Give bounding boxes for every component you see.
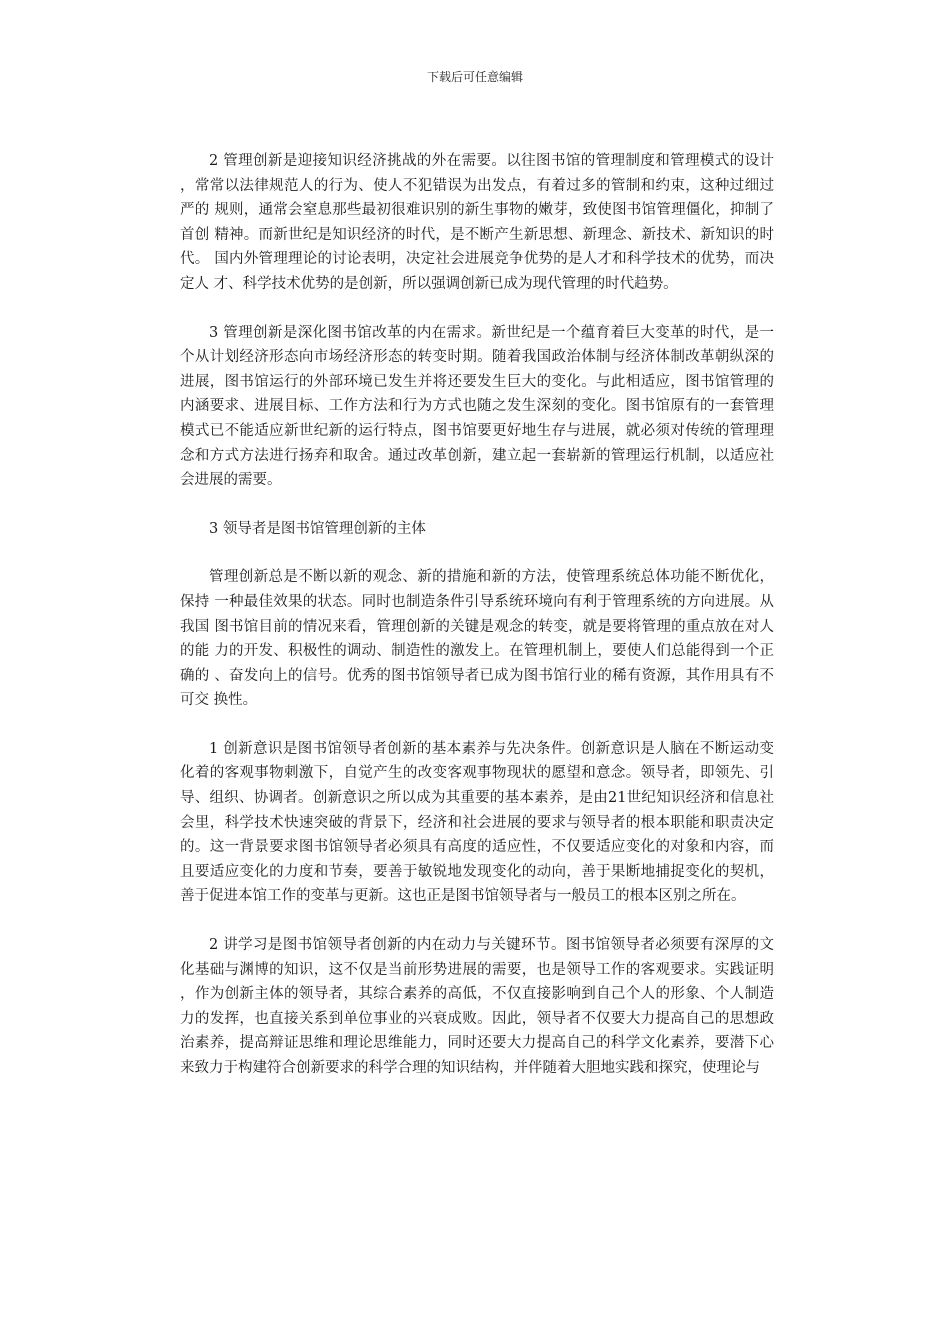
paragraph-innovation-concepts: 管理创新总是不断以新的观念、新的措施和新的方法，使管理系统总体功能不断优化，保持 一种最佳效果的状态。同时也制造条件引导系统环境向有利于管理系统的方向进展。从我国 图书馆目前的情况来看，管理创新的关键是观念的转变，就是要将管理的重点放在对人的能 力的开发、积极性的调动、制造性的激发上。在管理机制上，要使人们总能得到一个正确的 、奋发向上的信号。优秀的图书馆领导者已成为图书馆行业的稀有资源，其作用具有不可交 换性。 — [180, 569, 774, 709]
paragraph-management-innovation-external-need: 2 管理创新是迎接知识经济挑战的外在需要。以往图书馆的管理制度和管理模式的设计 ，常常以法律规范人的行为、使人不犯错误为出发点，有着过多的管制和约束，这种过细过严的 规则，通常会窒息那些最初很难识别的新生事物的嫩芽，致使图书馆管理僵化，抑制了首创 精神。而新世纪是知识经济的时代，是不断产生新思想、新理念、新技术、新知识的时代。 国内外管理理论的讨论表明，决定社会进展竞争优势的是人才和科学技术的优势，而决定人 才、科学技术优势的是创新，所以强调创新已成为现代管理的时代趋势。 — [180, 153, 774, 292]
section-heading-leaders-subject: 3 领导者是图书馆管理创新的主体 — [209, 520, 426, 537]
paragraph-innovation-awareness: 1 创新意识是图书馆领导者创新的基本素养与先决条件。创新意识是人脑在不断运动变 化着的客观事物刺激下，自觉产生的改变客观事物现状的愿望和意念。领导者，即领先、引 导、组织、协调者。创新意识之所以成为其重要的基本素养，是由21世纪知识经济和信息社 会里，科学技术快速突破的背景下，经济和社会进展的要求与领导者的根本职能和职责决定 的。这一背景要求图书馆领导者必须具有高度的适应性，不仅要适应变化的对象和内容，而 且要适应变化的力度和节奏，要善于敏锐地发现变化的动向，善于果断地捕捉变化的契机，善于促进本馆工作的变革与更新。这也正是图书馆领导者与一般员工的根本区别之所在。 — [180, 740, 774, 905]
paragraph-learning-motivation: 2 讲学习是图书馆领导者创新的内在动力与关键环节。图书馆领导者必须要有深厚的文 化基础与渊博的知识，这不仅是当前形势进展的需要，也是领导工作的客观要求。实践证明 ，作为创新主体的领导者，其综合素养的高低，不仅直接影响到自己个人的形象、个人制造 力的发挥，也直接关系到单位事业的兴衰成败。因此，领导者不仅要大力提高自己的思想政 治素养，提高辩证思维和理论思维能力，同时还要大力提高自己的科学文化素养，要潜下心 来致力于构建符合创新要求的科学合理的知识结构，并伴随着大胆地实践和探究，使理论与 — [180, 937, 774, 1076]
page-header-note: 下载后可任意编辑 — [426, 70, 523, 84]
document-body — [180, 149, 774, 1105]
paragraph-management-innovation-internal-need: 3 管理创新是深化图书馆改革的内在需求。新世纪是一个蕴育着巨大变革的时代，是一 个从计划经济形态向市场经济形态的转变时期。随着我国政治体制与经济体制改革朝纵深的 进展，图书馆运行的外部环境已发生并将还要发生巨大的变化。与此相适应，图书馆管理的 内涵要求、进展目标、工作方法和行为方式也随之发生深刻的变化。图书馆原有的一套管理 模式已不能适应新世纪新的运行特点，图书馆要更好地生存与进展，就必须对传统的管理理 念和方式方法进行扬弃和取舍。通过改革创新，建立起一套崭新的管理运行机制，以适应社会进展的需要。 — [180, 324, 774, 489]
